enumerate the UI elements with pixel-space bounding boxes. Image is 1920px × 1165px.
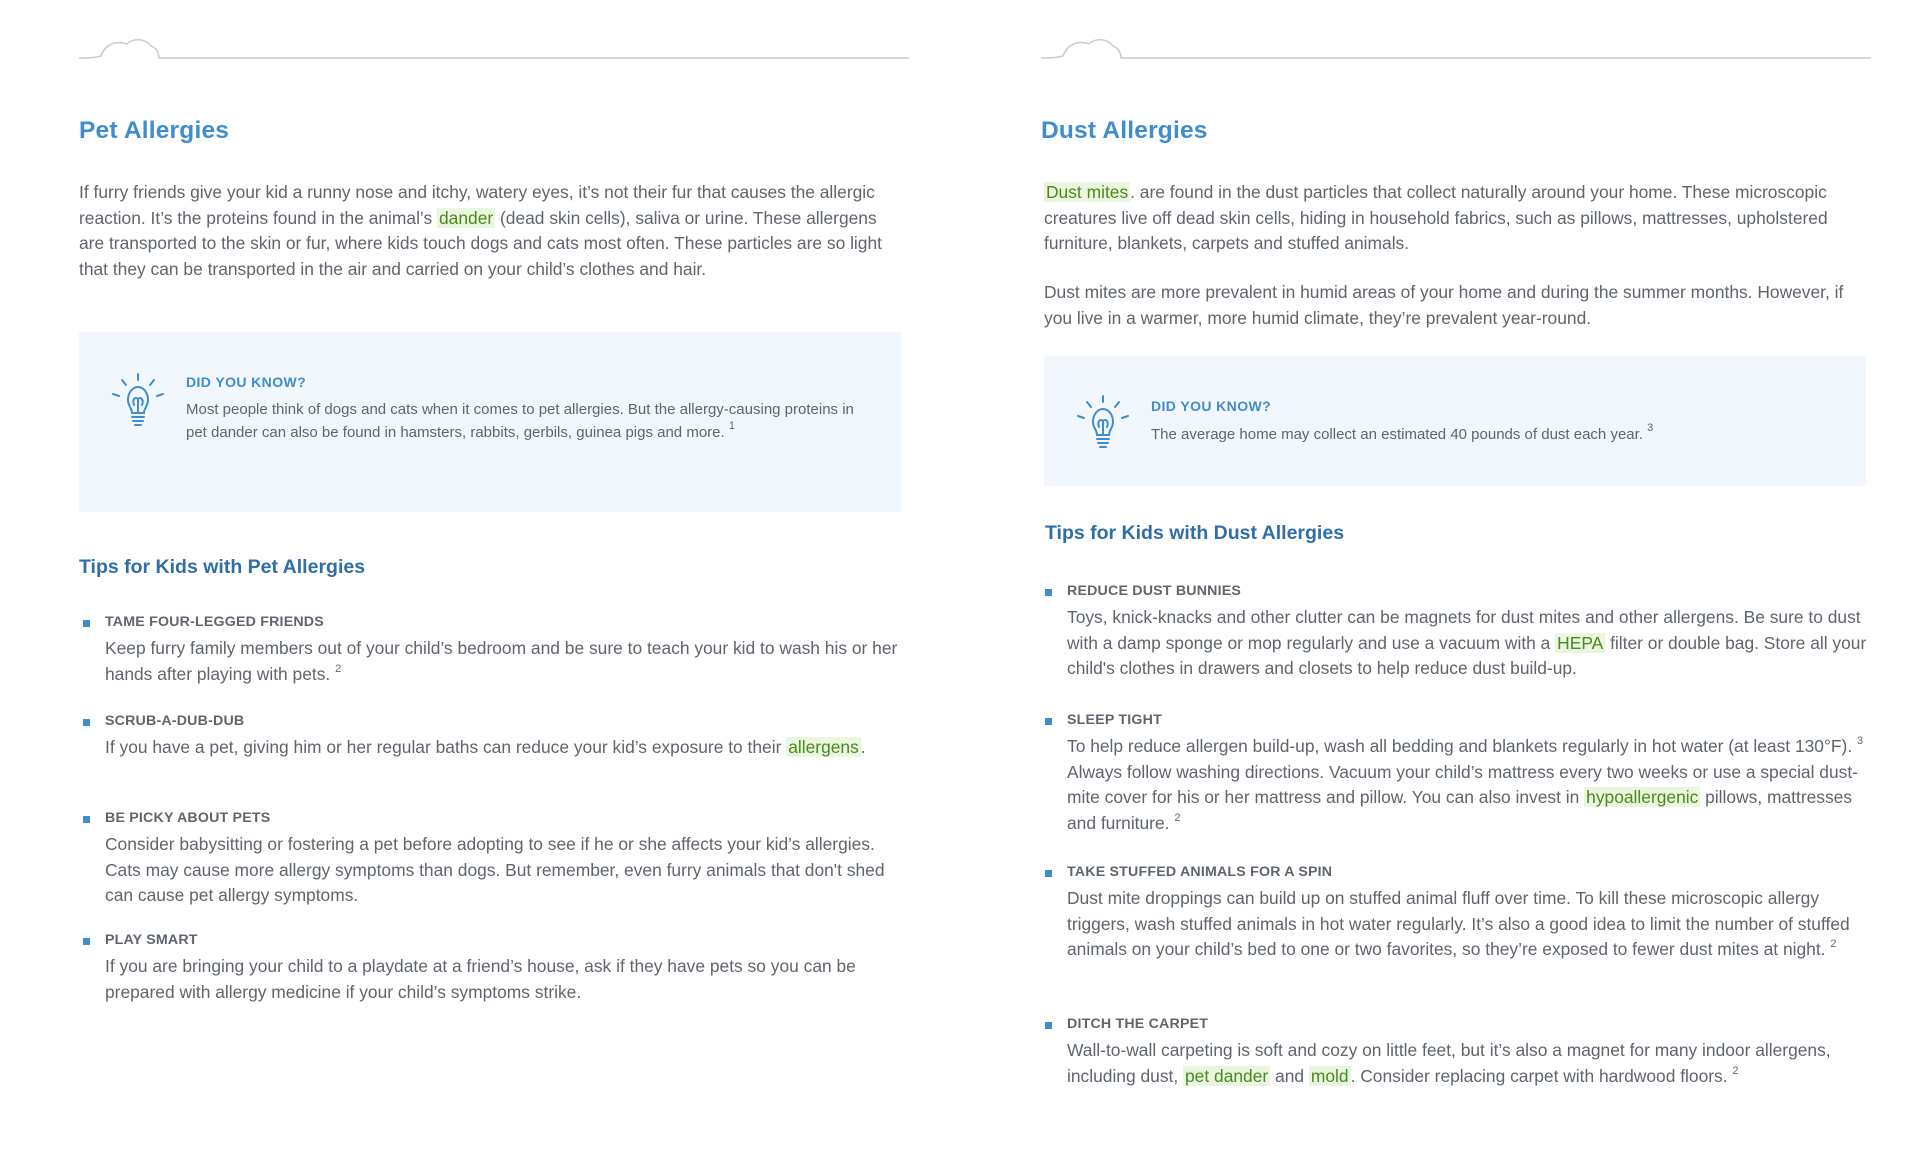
callout-title: DID YOU KNOW? <box>1151 398 1272 414</box>
lightbulb-icon <box>109 372 167 430</box>
tip-text: Dust mite droppings can build up on stuffed animal fluff over time. To kill these microscopic allergy triggers, wash stuffed animals in hot water regularly. It’s also a good idea to limit the number of stuffed animals on your child’s bed to one or two favorites, so they’re exposed to fewer dust mites at night. $^2$ <box>1067 888 1850 959</box>
bullet-icon <box>83 620 90 627</box>
tip-title: TAME FOUR-LEGGED FRIENDS <box>105 614 324 630</box>
tip-title: BE PICKY ABOUT PETS <box>105 810 271 826</box>
tips-heading: Tips for Kids with Dust Allergies <box>1045 522 1345 544</box>
did-you-know-callout <box>1044 356 1866 486</box>
tip-title: SCRUB-A-DUB-DUB <box>105 713 245 729</box>
bullet-icon <box>1045 870 1052 877</box>
bullet-icon <box>83 816 90 823</box>
lightbulb-icon <box>1074 394 1132 452</box>
callout-title: DID YOU KNOW? <box>186 374 307 390</box>
tip-text: If you are bringing your child to a playdate at a friend’s house, ask if they have pets so you can be prepared with allergy medicine if your child’s symptoms strike. <box>105 956 856 1002</box>
tip-text: Wall-to-wall carpeting is soft and cozy on little feet, but it’s also a magnet for many indoor allergens, including dust, pet dander and mold . Consider replacing carpet with hardwood floors. $^2$ <box>1067 1040 1831 1086</box>
dust-mites-link[interactable]: Dust mites <box>1046 182 1129 202</box>
tips-heading: Tips for Kids with Pet Allergies <box>79 556 366 578</box>
callout-text: Most people think of dogs and cats when it comes to pet allergies. But the allergy-causing proteins in pet dander can also be found in hamsters, rabbits, gerbils, guinea pigs and more. $^1$ <box>186 401 854 441</box>
allergens-link[interactable]: allergens <box>788 737 859 757</box>
page-title: Pet Allergies <box>79 117 230 144</box>
did-you-know-callout <box>79 332 901 512</box>
intro-paragraph: If furry friends give your kid a runny nose and itchy, watery eyes, it’s not their fur that causes the allergic reaction. It’s the proteins found in the animal’s dander (dead skin cells), saliva or urine. These allergens are transported to the skin or fur, where kids touch dogs and cats most often. These particles are so light that they can be transported in the air and carried on your child’s clothes and hair. <box>79 182 882 279</box>
bullet-icon <box>1045 589 1052 596</box>
cloud-divider <box>79 36 909 64</box>
tip-title: TAKE STUFFED ANIMALS FOR A SPIN <box>1067 864 1333 880</box>
intro-paragraph-2: Dust mites are more prevalent in humid areas of your home and during the summer months. However, if you live in a warmer, more humid climate, they’re prevalent year-round. <box>1044 282 1844 328</box>
bullet-icon <box>1045 1022 1052 1029</box>
pet-dander-link[interactable]: pet dander <box>1185 1065 1269 1086</box>
tip-text: Consider babysitting or fostering a pet before adopting to see if he or she affects your kid’s allergies. Cats may cause more allergy symptoms than dogs. But remember, even furry animals that don't shed can cause pet allergy symptoms. <box>105 834 885 905</box>
bullet-icon <box>83 938 90 945</box>
dander-link[interactable]: dander <box>439 207 494 228</box>
tip-text: To help reduce allergen build-up, wash all bedding and blankets regularly in hot water (at least 130°F). $^3$ Always follow washing directions. Vacuum your child’s mattress every two weeks or use a special dust-mite cover for his or her mattress and pillow. You can also invest in hypoallergenic pillows, mattresses and furniture. $^2$ <box>1067 735 1864 833</box>
tip-title: REDUCE DUST BUNNIES <box>1067 583 1242 599</box>
callout-text: The average home may collect an estimated 40 pounds of dust each year. $^3$ <box>1151 422 1654 443</box>
bullet-icon <box>1045 718 1052 725</box>
hypoallergenic-link[interactable]: hypoallergenic <box>1586 787 1699 807</box>
tip-title: DITCH THE CARPET <box>1067 1016 1209 1032</box>
bullet-icon <box>83 719 90 726</box>
tip-text: If you have a pet, giving him or her regular baths can reduce your kid’s exposure to their allergens . <box>105 737 866 757</box>
mold-link[interactable]: mold <box>1310 1065 1349 1086</box>
hepa-link[interactable]: HEPA <box>1557 632 1604 653</box>
tip-title: PLAY SMART <box>105 932 198 948</box>
tip-text: Keep furry family members out of your child’s bedroom and be sure to teach your kid to wash his or her hands after playing with pets. $^2$ <box>105 638 898 684</box>
intro-paragraph: Dust mites . are found in the dust particles that collect naturally around your home. These microscopic creatures live off dead skin cells, hiding in household fabrics, such as pillows, mattresses, upholstered furniture, blankets, carpets and stuffed animals. <box>1044 182 1828 253</box>
page-title: Dust Allergies <box>1041 117 1208 144</box>
tip-title: SLEEP TIGHT <box>1067 712 1162 728</box>
tip-text: Toys, knick-knacks and other clutter can be magnets for dust mites and other allergens. Be sure to dust with a damp sponge or mop regularly and use a vacuum with a HEPA filter or double bag. Store all your child's clothes in drawers and closets to help reduce dust build-up. <box>1067 607 1867 678</box>
cloud-divider <box>1041 36 1871 64</box>
